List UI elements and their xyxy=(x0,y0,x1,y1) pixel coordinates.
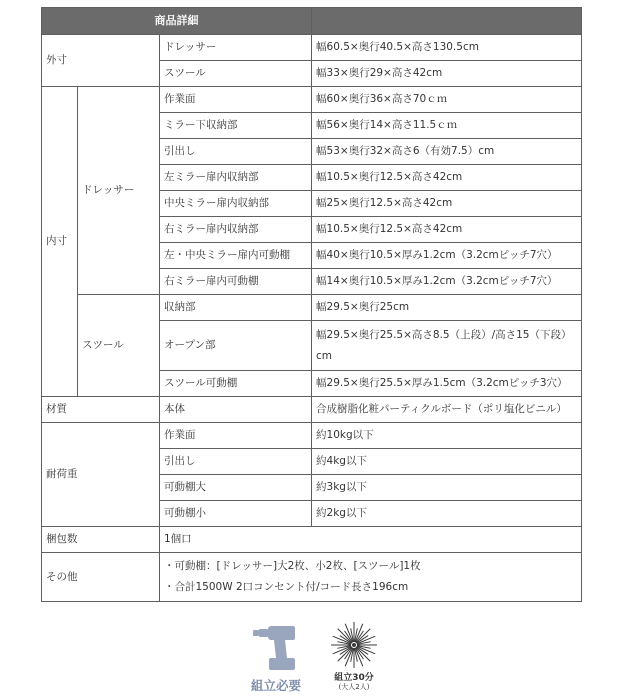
row-value: 幅10.5×奥行12.5×高さ42cm xyxy=(312,217,582,243)
assembly-time-badge xyxy=(323,620,385,692)
assembly-required-label: 組立必要 xyxy=(250,678,301,693)
row-label: 収納部 xyxy=(160,295,312,321)
row-value: 幅29.5×奥行25cm xyxy=(312,295,582,321)
row-label: 左・中央ミラー扉内可動棚 xyxy=(160,243,312,269)
subgroup-stool: スツール xyxy=(78,295,160,397)
group-load: 耐荷重 xyxy=(42,423,160,527)
row-label: 可動棚小 xyxy=(160,501,312,527)
table-header-blank xyxy=(312,8,582,35)
row-value: 幅40×奥行10.5×厚み1.2cm（3.2cmピッチ7穴） xyxy=(312,243,582,269)
row-value: 幅10.5×奥行12.5×高さ42cm xyxy=(312,165,582,191)
row-label: 中央ミラー扉内収納部 xyxy=(160,191,312,217)
other-note-line: ・可動棚：[ドレッサー]大2枚、小2枚、[スツール]1枚 xyxy=(164,560,421,572)
row-label: 引出し xyxy=(160,139,312,165)
group-outer: 外寸 xyxy=(42,35,160,87)
row-label: 右ミラー扉内収納部 xyxy=(160,217,312,243)
table-row xyxy=(42,295,582,321)
table-header-row xyxy=(42,8,582,35)
row-label: ミラー下収納部 xyxy=(160,113,312,139)
row-value: 幅53×奥行32×高さ6（有効7.5）cm xyxy=(312,139,582,165)
spec-table xyxy=(41,7,582,602)
assembly-required-badge xyxy=(243,620,309,694)
assembly-people-label: (大人2人) xyxy=(338,682,370,691)
table-header-title: 商品詳細 xyxy=(42,8,312,35)
row-value: 約2kg以下 xyxy=(312,501,582,527)
group-other: その他 xyxy=(42,553,160,602)
table-row xyxy=(42,423,582,449)
row-value: 幅14×奥行10.5×厚み1.2cm（3.2cmピッチ7穴） xyxy=(312,269,582,295)
group-material: 材質 xyxy=(42,397,160,423)
table-row xyxy=(42,553,582,602)
row-value: 幅25×奥行12.5×高さ42cm xyxy=(312,191,582,217)
assembly-time-label: 組立30分 xyxy=(334,673,374,683)
row-label: 作業面 xyxy=(160,87,312,113)
row-label: オープン部 xyxy=(160,321,312,371)
row-value: 幅56×奥行14×高さ11.5ｃｍ xyxy=(312,113,582,139)
subgroup-dresser: ドレッサー xyxy=(78,87,160,295)
table-row xyxy=(42,397,582,423)
row-value: 幅60×奥行36×高さ70ｃｍ xyxy=(312,87,582,113)
row-label: 本体 xyxy=(160,397,312,423)
power-drill-icon xyxy=(251,620,301,672)
package-value: 1個口 xyxy=(160,527,582,553)
group-package: 梱包数 xyxy=(42,527,160,553)
row-label: ドレッサー xyxy=(160,35,312,61)
row-label: 右ミラー扉内可動棚 xyxy=(160,269,312,295)
row-value: 幅33×奥行29×高さ42cm xyxy=(312,61,582,87)
row-value: 合成樹脂化粧パーティクルボード（ポリ塩化ビニル） xyxy=(312,397,582,423)
other-notes xyxy=(160,553,582,602)
row-value: 約10kg以下 xyxy=(312,423,582,449)
row-label: 可動棚大 xyxy=(160,475,312,501)
row-label: スツール xyxy=(160,61,312,87)
row-value: 幅29.5×奥行25.5×高さ8.5（上段）/高さ15（下段）cm xyxy=(312,321,582,371)
row-label: スツール可動棚 xyxy=(160,371,312,397)
burst-clock-icon xyxy=(328,620,380,670)
assembly-badges xyxy=(243,620,403,697)
group-inner: 内寸 xyxy=(42,87,78,397)
other-note-line: ・合計1500W 2口コンセント付/コード長さ196cm xyxy=(164,581,409,593)
table-row xyxy=(42,35,582,61)
row-value: 幅60.5×奥行40.5×高さ130.5cm xyxy=(312,35,582,61)
table-row xyxy=(42,527,582,553)
row-label: 作業面 xyxy=(160,423,312,449)
row-value: 約4kg以下 xyxy=(312,449,582,475)
row-value: 幅29.5×奥行25.5×厚み1.5cm（3.2cmピッチ3穴） xyxy=(312,371,582,397)
table-row xyxy=(42,87,582,113)
row-value: 約3kg以下 xyxy=(312,475,582,501)
row-label: 左ミラー扉内収納部 xyxy=(160,165,312,191)
row-label: 引出し xyxy=(160,449,312,475)
